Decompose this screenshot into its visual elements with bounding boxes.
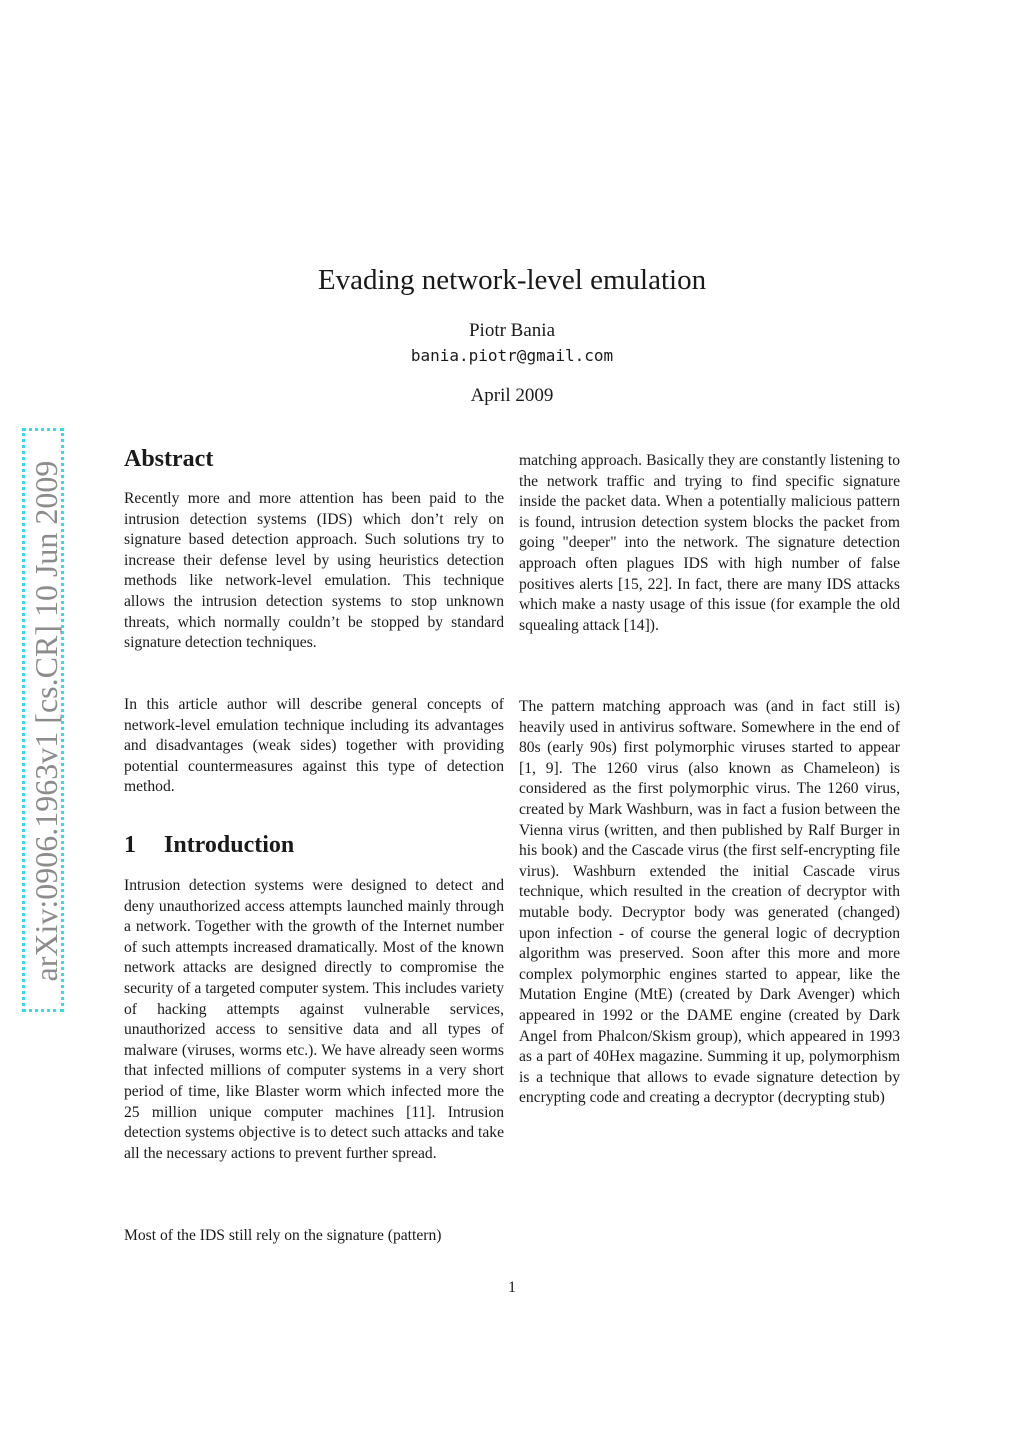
section-number: 1 [124, 832, 136, 858]
abstract-paragraph: Recently more and more attention has been paid to the intrusion detection systems (IDS) which don’t rely on signature based detection approach. Such solutions try to increase their defense level by using heuristics detection methods like network-level emulation. This technique allows the intrusion detection systems to stop unknown threats, which normally couldn’t be stopped by standard signature detection techniques. [124, 490, 504, 652]
page-number: 1 [508, 1279, 516, 1296]
abstract-heading: Abstract [124, 446, 214, 472]
author-name: Piotr Bania [468, 320, 556, 341]
author-email: bania.piotr@gmail.com [410, 346, 614, 365]
body-paragraph: matching approach. Basically they are constantly listening to the network traffic and trying to find specific signature inside the packet data. When a potentially malicious pattern is found, intrusion detection system blocks the packet from going "deeper" into the network. The signature detection approach often plagues IDS with high number of false positives alerts [15, 22]. In fact, there are many IDS attacks which make a nasty usage of this issue (for example the old squealing attack [14]). [519, 452, 900, 634]
introduction-paragraph: Most of the IDS still rely on the signature (pattern) [124, 1227, 442, 1244]
section-title: Introduction [164, 832, 295, 858]
body-paragraph: The pattern matching approach was (and in fact still is) heavily used in antivirus software. Somewhere in the end of 80s (early 90s) first polymorphic viruses started to appear [1, 9]. The 1260 virus (also known as Chameleon) is considered as the first polymorphic virus. The 1260 virus, created by Mark Washburn, was in fact a fusion between the Vienna virus (written, and then published by Ralf Burger in his book) and the Cascade virus (the first self-encrypting file virus). Washburn extended the initial Cascade virus technique, which resulted in the creation of decryptor with mutable body. Decryptor body was generated (changed) upon infection - of course the general logic of decryption algorithm was preserved. Soon after this more and more complex polymorphic engines started to appear, like the Mutation Engine (MtE) (created by Dark Avenger) which appeared in 1992 or the DAME engine (created by Dark Angel from Phalcon/Skism group), which appeared in 1993 as a part of 40Hex magazine. Summing it up, polymorphism is a technique that allows to evade signature detection by encrypting code and creating a decryptor (decrypting stub) [519, 698, 900, 1107]
publication-date: April 2009 [470, 385, 554, 406]
abstract-paragraph: In this article author will describe general concepts of network-level emulation technique including its advantages and disadvantages (weak sides) together with providing potential countermeasures against this type of detection method. [124, 696, 504, 796]
introduction-heading [124, 830, 294, 860]
arxiv-watermark [22, 428, 64, 1012]
introduction-paragraph: Intrusion detection systems were designed to detect and deny unauthorized access attempts launched mainly through a network. Together with the growth of the Internet number of such attempts increased dramatically. Most of the known network attacks are designed directly to compromise the security of a targeted computer system. This includes variety of hacking attempts against vulnerable services, unauthorized access to sensitive data and all types of malware (viruses, worms etc.). We have already seen worms that infected millions of computer systems in a very short period of time, like Blaster worm which infected more the 25 million unique computer machines [11]. Intrusion detection systems objective is to detect such attacks and take all the necessary actions to prevent further spread. [124, 877, 504, 1162]
paper-title: Evading network-level emulation [317, 264, 707, 296]
arxiv-identifier: arXiv:0906.1963v1 [cs.CR] 10 Jun 2009 [28, 460, 64, 982]
